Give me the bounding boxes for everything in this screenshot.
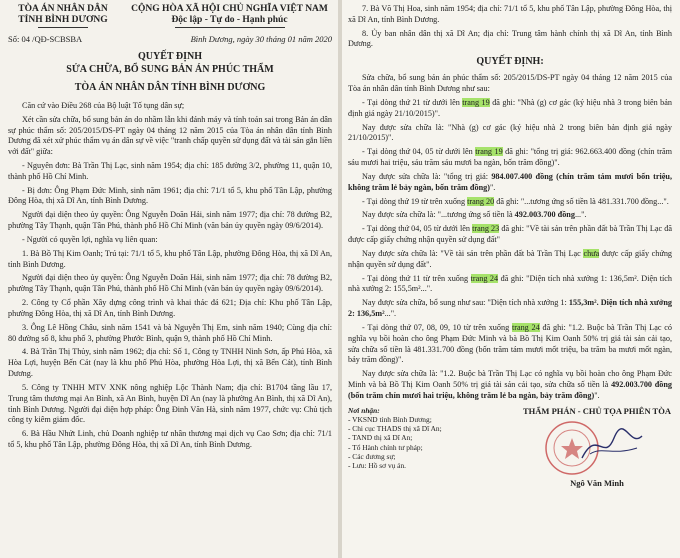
body-paragraph: 5. Công ty TNHH MTV XNK nông nghiệp Lộc Thành Nam; địa chỉ: B1704 tầng lầu 17, Trung tâm thương mại An Bình, xã An Bình, huyện Dĩ An (nay là phường An Bình, thị xã Dĩ An), tỉnh Bình Dương. Người đại diện hợp pháp: Ông Đinh Văn Hà, sinh năm 1977, chức vụ: Chủ tịch công ty kiêm giám đốc.: [8, 382, 332, 425]
recipient-item: - TAND thị xã Dĩ An;: [348, 433, 413, 443]
party-7: 7. Bà Võ Thị Hoa, sinh năm 1954; địa chỉ: 71/1 tổ 5, khu phố Tân Lập, phường Đông Hòa, thị xã Dĩ An, tỉnh Bình Dương.: [348, 4, 672, 24]
text: - Tại dòng thứ 04, 05 từ dưới lên: [362, 224, 473, 234]
correction-5-original: [348, 274, 672, 296]
text: ".: [594, 390, 600, 400]
judge-signature: [522, 406, 672, 488]
text: - Tại dòng thứ 07, 08, 09, 10 từ trên xuống: [362, 322, 512, 332]
nation-motto: Độc lập - Tự do - Hạnh phúc: [171, 14, 288, 25]
body-paragraph: Xét cần sửa chữa, bổ sung bản án do nhầm lẫn khi đánh máy và tính toán sai trong Bản án dân sự phúc thẩm số: 205/2015/DS-PT ngày 04 tháng 12 năm 2015 của Tòa án nhân dân tỉnh Bình Dương đã xét xử phúc thẩm vụ án dân sự về việc "tranh chấp quyền sử dụng đất và tài sản gắn liền với đất" giữa:: [8, 114, 332, 157]
correction-1-fixed: Nay được sửa chữa là: "Nhà (g) cơ gác (ký hiệu nhà 2 trong biên bản định giá ngày 21/10/2015)".: [348, 122, 672, 143]
body-paragraph: Căn cứ vào Điều 268 của Bộ luật Tố tụng dân sự;: [22, 100, 185, 110]
text: đã ghi: "1.2. Buộc bà Trần Thị Lạc có nghĩa vụ bồi hoàn cho ông Phạm Đức Minh và bà Bồ Thị Kim Oanh 50% trị giá tài sản cải tạo, sửa chữa số tiền là 481.331.700 đồng (bốn trăm tám mươi mốt triệu, ba trăm ba mươi mốt ngàn, bảy trăm đồng)".: [348, 322, 672, 365]
page-ref-highlight: trang 19: [462, 97, 490, 107]
court-header: [8, 4, 118, 28]
text: ...".: [574, 210, 587, 220]
body-paragraph: Người đại diện theo ủy quyền: Ông Nguyễn Doãn Hải, sinh năm 1977; địa chỉ: 78 đường B2, phường Tây Thạnh, quận Tân Phú, thành phố Hồ Chí Minh (văn bản ủy quyền ngày 09/6/2014).: [8, 210, 332, 231]
text: Nay được sửa chữa là: "Về tài sản trên phần đất bà Trần Thị Lạc: [362, 248, 584, 258]
text: được cấp giấy chứng nhận quyền sử dụng đất".: [348, 248, 673, 269]
correction-3-original: [348, 197, 672, 208]
text: - Tại dòng thứ 21 từ dưới lên: [362, 97, 463, 107]
body-paragraph: 2. Công ty Cổ phần Xây dựng công trình và khai thác đá 621; Địa chỉ: Khu phố Tân Lập, phường Đông Hòa, thị xã Dĩ An, tỉnh Bình Dương.: [8, 298, 332, 318]
party-8: 8. Ủy ban nhân dân thị xã Dĩ An; địa chỉ: Trung tâm hành chính thị xã Dĩ An, tỉnh Bình Dương.: [348, 28, 672, 49]
text: đã ghi: "Diện tích nhà xưởng 1: 136,5m². Diện tích nhà xưởng 2: 155,5m²...".: [348, 273, 672, 294]
right-page: [342, 0, 680, 558]
body-paragraph: 4. Bà Trần Thị Thủy, sinh năm 1962; địa chỉ: Số 1, Công ty TNHH Ninh Sơn, ấp Phú Hòa, xã Hòa Lợi, huyện Bến Cát (nay là khu phố Phú Hòa, phường Hòa Lợi, thị xã Bến Cát), tỉnh Bình Dương.: [8, 347, 332, 379]
correction-2-original: [348, 147, 672, 169]
body-paragraph: Người đại diện theo ủy quyền: Ông Nguyễn Doãn Hải, sinh năm 1977; địa chỉ: 78 đường B2, phường Tây Thạnh, quận Tân Phú, thành phố Hồ Chí Minh (văn bản ủy quyền ngày 09/6/2014).: [8, 273, 332, 294]
recipient-item: - Các đương sự;: [348, 451, 396, 461]
body-paragraph: 3. Ông Lê Hồng Châu, sinh năm 1541 và bà Nguyễn Thị Em, sinh năm 1940; Cùng địa chỉ: 80 đường số 8, khu phố 3, phường Phước Bình, quận 9, thành phố Hồ Chí Minh.: [8, 322, 332, 343]
text: - Tại dòng thứ 04, 05 từ dưới lên: [362, 147, 476, 157]
text: Nay được sửa chữa là: "tổng trị giá:: [362, 171, 492, 181]
body-paragraph: - Người có quyền lợi, nghĩa vụ liên quan:: [22, 234, 158, 244]
body-paragraph: 1. Bà Bồ Thị Kim Oanh; Trú tại: 71/1 tổ 5, khu phố Tân Lập, phường Đông Hòa, thị xã Dĩ An, tỉnh Bình Dương.: [8, 248, 332, 269]
title-decision: QUYẾT ĐỊNH: [138, 50, 202, 62]
text: Nay được sửa chữa là: "1.2. Buộc bà Trần Thị Lạc có nghĩa vụ bồi hoàn cho ông Phạm Đức Minh và bà Bồ Thị Kim Oanh 50% trị giá tài sản cải tạo, sửa chữa số tiền là: [348, 369, 672, 390]
issuing-court: TÒA ÁN NHÂN DÂN TỈNH BÌNH DƯƠNG: [74, 81, 266, 93]
document-number: Số: 04 /QĐ-SCBSBA: [8, 33, 83, 44]
nation-header: [127, 4, 332, 28]
nation-title: CỘNG HÒA XÃ HỘI CHỦ NGHĨA VIỆT NAM: [131, 4, 328, 14]
word-highlight: chưa: [583, 248, 600, 258]
body-paragraph: - Nguyên đơn: Bà Trần Thị Lạc, sinh năm 1954; địa chỉ: 185 đường 3/2, phường 11, quận 10, thành phố Hồ Chí Minh.: [8, 160, 332, 181]
decision-heading: QUYẾT ĐỊNH:: [476, 56, 544, 68]
document-header: [8, 4, 332, 28]
recipients-list: [348, 406, 498, 488]
page-ref-highlight: trang 20: [467, 196, 495, 206]
left-body: [8, 101, 332, 451]
court-name-line-2: TỈNH BÌNH DƯƠNG: [18, 14, 108, 25]
bold-text: 492.003.700 đồng: [514, 210, 575, 220]
correction-6-fixed: [348, 369, 672, 401]
judge-name: Ngô Văn Minh: [570, 477, 624, 488]
text: Nay được sửa chữa, bổ sung như sau: "Diện tích nhà xưởng 1:: [362, 298, 569, 308]
text: - Tại dòng thứ 19 từ trên xuống: [362, 196, 468, 206]
text: - Tại dòng thứ 11 từ trên xuống: [362, 273, 471, 283]
body-paragraph: - Bị đơn: Ông Phạm Đức Minh, sinh năm 1961; địa chỉ: 71/1 tổ 5, khu phố Tân Lập, phường Đông Hòa, thị xã Dĩ An, tỉnh Bình Dương.: [8, 185, 332, 206]
correction-5-fixed: [348, 298, 672, 320]
text: đã ghi: "...tương ứng số tiền là 481.331.700 đồng...".: [494, 196, 669, 206]
text: Nay được sửa chữa là: "...tương ứng số tiền là: [362, 210, 515, 220]
recipient-item: - Chi cục THADS thị xã Dĩ An;: [348, 424, 442, 434]
text: ...".: [384, 309, 397, 319]
court-underline: [38, 27, 88, 28]
bold-text: 155,3m². Diện tích nhà xưởng 2: 136,5m²: [348, 298, 672, 319]
court-name-line-1: TÒA ÁN NHÂN DÂN: [18, 4, 108, 14]
page-ref-highlight: trang 23: [472, 224, 500, 234]
seal-and-signature-icon: [542, 418, 652, 476]
decision-intro: Sửa chữa, bổ sung bản án phúc thẩm số: 205/2015/DS-PT ngày 04 tháng 12 năm 2015 của Tòa án nhân dân tỉnh Bình Dương như sau:: [348, 73, 672, 94]
document-meta: [8, 34, 332, 44]
recipient-item: - Lưu: Hồ sơ vụ án.: [348, 461, 406, 471]
correction-6-original: [348, 323, 672, 366]
document-title: [8, 50, 332, 76]
judge-title: THẨM PHÁN - CHỦ TỌA PHIÊN TÒA: [523, 405, 671, 416]
text: ".: [489, 182, 496, 192]
recipient-item: - Tổ Hành chính tư pháp;: [348, 442, 423, 452]
page-ref-highlight: trang 19: [475, 147, 503, 157]
text: đã ghi: "tổng trị giá: 962.663.400 đồng (chín trăm sáu mươi hai triệu, sáu trăm sáu mươi ba ngàn, bốn trăm đồng)".: [348, 147, 672, 168]
left-page: [0, 0, 338, 558]
correction-2-fixed: [348, 172, 672, 194]
bold-text: 984.007.400 đồng (chín trăm tám mươi bốn triệu, không trăm lẻ bảy ngàn, bốn trăm đồng): [348, 171, 672, 192]
nation-underline: [175, 27, 285, 28]
page-ref-highlight: trang 24: [511, 322, 540, 332]
page-ref-highlight: trang 24: [470, 273, 499, 283]
text: đã ghi: "Nhà (g) cơ gác (ký hiệu nhà 3 trong biên bản định giá ngày 21/10/2015)".: [348, 97, 672, 118]
recipient-item: - VKSND tỉnh Bình Dương;: [348, 414, 432, 424]
recipients-title: Nơi nhận:: [348, 405, 380, 415]
title-subject: SỬA CHỮA, BỔ SUNG BẢN ÁN PHÚC THẨM: [66, 63, 274, 75]
correction-1-original: [348, 98, 672, 120]
text: đã ghi: "Về tài sản trên phần đất bà Trần Thị Lạc đã được cấp giấy chứng nhận quyền sử dụng đất": [348, 224, 672, 245]
correction-3-fixed: [348, 210, 672, 221]
court-seal: [522, 418, 672, 476]
body-paragraph: 6. Bà Hầu Nhứt Linh, chủ Doanh nghiệp tư nhân thương mại dịch vụ Cao Sơn; địa chỉ: 71/1 tổ 5, khu phố Tân Lập, phường Đông Hòa, thị xã Dĩ An, tỉnh Bình Dương.: [8, 429, 332, 450]
bold-text: 492.003.700 đồng (bốn trăm chín mươi hai triệu, không trăm lẻ ba ngàn, bảy trăm đồng): [348, 380, 673, 400]
correction-4-fixed: [348, 249, 672, 271]
signature-block: [348, 406, 672, 488]
correction-4-original: [348, 224, 672, 246]
document-date: Bình Dương, ngày 30 tháng 01 năm 2020: [190, 33, 332, 44]
